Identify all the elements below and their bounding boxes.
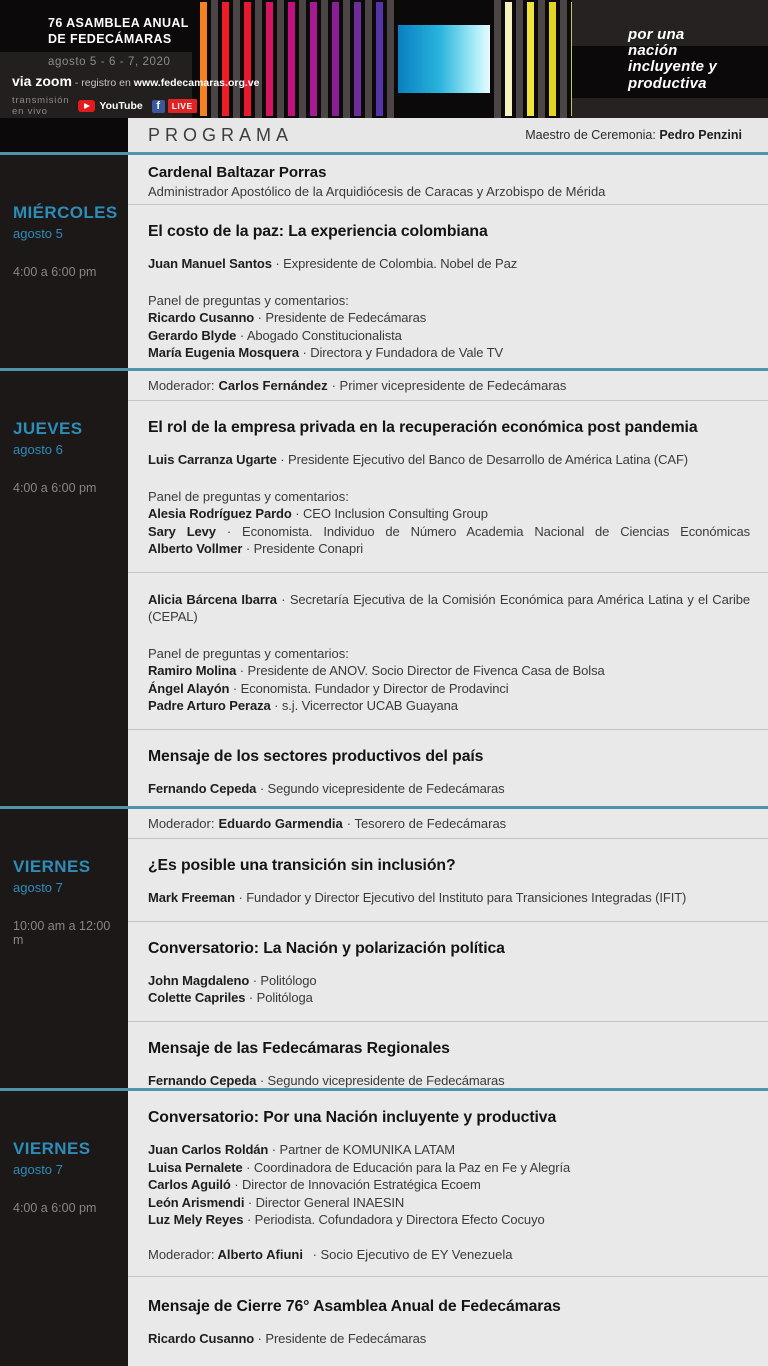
- speaker-name: Carlos Aguiló: [148, 1177, 231, 1192]
- session-block: [128, 401, 768, 572]
- mc-label: Maestro de Ceremonia:: [525, 128, 656, 142]
- color-bar: [321, 0, 328, 118]
- color-bar: [277, 0, 284, 118]
- speaker-name: Cardenal Baltazar Porras: [148, 164, 327, 181]
- color-bar: [299, 0, 306, 118]
- moderator-name: Eduardo Garmendia: [218, 816, 343, 831]
- speaker-role: · Segundo vicepresidente de Fedecámaras: [259, 780, 505, 796]
- moderator-row: [128, 809, 768, 839]
- event-tagline: [628, 27, 717, 92]
- session-title: ¿Es posible una transición sin inclusión?: [148, 857, 456, 874]
- master-of-ceremony: [525, 128, 742, 142]
- color-bar: [211, 0, 218, 118]
- color-bar: [233, 0, 240, 118]
- color-bar: [494, 0, 501, 118]
- speaker-role: Administrador Apostólico de la Arquidiócesis de Caracas y Arzobispo de Mérida: [148, 184, 606, 199]
- sidebar-viernes-am: [0, 809, 128, 1088]
- day-date: agosto 7: [13, 880, 63, 895]
- speaker-role: · Segundo vicepresidente de Fedecámaras: [259, 1072, 505, 1088]
- day-name: JUEVES: [13, 419, 83, 438]
- panelist-line: [148, 327, 750, 345]
- panelist-line: [148, 540, 750, 558]
- program-band: [128, 118, 768, 152]
- section-jueves: [0, 368, 768, 806]
- transmission-label: transmisión en vivo: [12, 95, 70, 117]
- day-name: VIERNES: [13, 1139, 91, 1158]
- speaker-line: [148, 1176, 750, 1194]
- tagline-line3: incluyente y: [628, 58, 718, 76]
- sidebar-viernes-pm: [0, 1091, 128, 1366]
- speaker-role: · Director de Innovación Estratégica Ecoem: [234, 1177, 481, 1192]
- day-name: MIÉRCOLES: [13, 203, 118, 222]
- speaker-line: [148, 255, 750, 273]
- color-bar: [376, 2, 383, 115]
- session-block: [128, 730, 768, 807]
- moderator-role: · Socio Ejecutivo de EY Venezuela: [312, 1246, 513, 1262]
- session-block: [128, 573, 768, 729]
- color-bar: [222, 2, 229, 115]
- speaker-role: · Presidente de Fedecámaras: [257, 310, 427, 325]
- speaker-role: · s.j. Vicerrector UCAB Guayana: [274, 698, 458, 713]
- session-title: Mensaje de Cierre 76° Asamblea Anual de Fedecámaras: [148, 1297, 561, 1315]
- speaker-role: · Presidente de ANOV. Socio Director de Fivenca Casa de Bolsa: [239, 663, 605, 678]
- youtube-label: YouTube: [99, 100, 143, 112]
- day-date: agosto 7: [13, 1162, 63, 1177]
- speaker-line: [148, 780, 750, 798]
- registro-label: - registro en: [74, 77, 131, 89]
- panelist-line: [148, 697, 750, 715]
- speaker-role: · CEO Inclusion Consulting Group: [295, 506, 488, 521]
- speaker-role: · Abogado Constitucionalista: [239, 327, 402, 343]
- speaker-name: Alesia Rodríguez Pardo: [148, 506, 292, 521]
- color-bar: [505, 2, 512, 115]
- session-block: [128, 839, 768, 921]
- speaker-name: Juan Manuel Santos: [148, 256, 272, 271]
- speaker-name: Luisa Pernalete: [148, 1159, 243, 1175]
- speaker-line: [148, 1159, 750, 1177]
- session-title: El costo de la paz: La experiencia colombiana: [148, 223, 488, 240]
- speaker-line: [148, 1141, 750, 1159]
- speaker-line: [148, 989, 750, 1007]
- moderator-label: Moderador:: [148, 816, 215, 831]
- day-time: 4:00 a 6:00 pm: [13, 1201, 97, 1215]
- mc-name: Pedro Penzini: [659, 128, 742, 142]
- day-name: VIERNES: [13, 857, 91, 876]
- speaker-line: [148, 591, 750, 626]
- speaker-name: Padre Arturo Peraza: [148, 698, 271, 713]
- day-date: agosto 5: [13, 226, 63, 241]
- via-zoom-label: via zoom: [12, 73, 72, 89]
- tagline-line2: nación: [628, 42, 678, 60]
- color-bar: [387, 0, 394, 118]
- panel-label: Panel de preguntas y comentarios:: [148, 488, 349, 504]
- speaker-role: · Partner de KOMUNIKA LATAM: [271, 1142, 456, 1157]
- panelist-line: [148, 344, 750, 362]
- session-block: [128, 922, 768, 1021]
- speaker-name: Colette Capriles: [148, 990, 246, 1005]
- program-title: PROGRAMA: [148, 124, 294, 145]
- moderator-name: Alberto Afiuni: [217, 1246, 303, 1262]
- session-title: Mensaje de las Fedecámaras Regionales: [148, 1039, 450, 1057]
- moderator-label: Moderador:: [148, 378, 215, 393]
- sidebar-miercoles: [0, 155, 128, 368]
- speaker-name: Alberto Vollmer: [148, 541, 243, 556]
- speaker-name: John Magdaleno: [148, 972, 250, 988]
- facebook-live-badge[interactable]: [152, 99, 197, 113]
- speaker-name: Gerardo Blyde: [148, 327, 237, 343]
- speaker-name: Ángel Alayón: [148, 680, 230, 696]
- color-bar: [527, 2, 534, 115]
- section-miercoles: [0, 152, 768, 368]
- section-content: [128, 1091, 768, 1366]
- color-bar: [538, 0, 545, 118]
- day-time: 4:00 a 6:00 pm: [13, 265, 97, 279]
- speaker-line: [148, 889, 750, 907]
- transmission-row: [12, 95, 192, 117]
- session-title: Mensaje de los sectores productivos del país: [148, 747, 484, 765]
- speaker-line: [148, 1072, 750, 1089]
- assembly-title-line2: DE FEDECÁMARAS: [48, 32, 172, 47]
- speaker-name: Luis Carranza Ugarte: [148, 452, 277, 467]
- moderator-role: · Tesorero de Fedecámaras: [346, 816, 507, 831]
- panelist-line: [148, 505, 750, 523]
- moderator-line: [148, 1247, 750, 1262]
- session-title: El rol de la empresa privada en la recuperación económica post pandemia: [148, 419, 698, 436]
- program-band-row: [0, 118, 768, 152]
- session-block: [128, 205, 768, 368]
- speaker-role: · Fundador y Director Ejecutivo del Instituto para Transiciones Integradas (IFIT): [238, 890, 687, 905]
- color-bar: [343, 0, 350, 118]
- speaker-role: · Expresidente de Colombia. Nobel de Paz: [275, 256, 518, 271]
- speaker-name: Alicia Bárcena Ibarra: [148, 591, 277, 607]
- color-bar: [244, 2, 251, 115]
- moderator-name: Carlos Fernández: [218, 378, 328, 393]
- speaker-role: · Coordinadora de Educación para la Paz en Fe y Alegría: [246, 1159, 571, 1175]
- speaker-line: [148, 1211, 750, 1229]
- header-brand-area: [0, 0, 260, 118]
- color-bar: [200, 2, 207, 115]
- speaker-name: Ricardo Cusanno: [148, 310, 255, 325]
- speaker-role: · Presidente Ejecutivo del Banco de Desarrollo de América Latina (CAF): [280, 452, 689, 467]
- sidebar-jueves: [0, 371, 128, 806]
- color-bar: [354, 2, 361, 115]
- speaker-name: Mark Freeman: [148, 890, 235, 905]
- speaker-name: Juan Carlos Roldán: [148, 1142, 269, 1157]
- panelist-line: [148, 680, 750, 698]
- registration-line: [12, 73, 260, 89]
- speaker-name: María Eugenia Mosquera: [148, 345, 299, 360]
- day-date: agosto 6: [13, 442, 63, 457]
- color-bar: [255, 0, 262, 118]
- speaker-role: · Director General INAESIN: [247, 1194, 405, 1210]
- assembly-title-line1: 76 ASAMBLEA ANUAL: [48, 16, 189, 30]
- decorative-color-bars: [192, 0, 572, 118]
- panelist-line: [148, 662, 750, 680]
- speaker-role: · Politólogo: [252, 972, 317, 988]
- speaker-name: Fernando Cepeda: [148, 780, 257, 796]
- youtube-badge[interactable]: [78, 100, 142, 112]
- color-bar: [332, 2, 339, 115]
- section-content: [128, 809, 768, 1088]
- speaker-line: [148, 1330, 750, 1348]
- moderator-row: [128, 371, 768, 401]
- opening-block: [128, 155, 768, 204]
- speaker-line: [148, 972, 750, 990]
- moderator-label: Moderador:: [148, 1246, 215, 1262]
- speaker-name: Ricardo Cusanno: [148, 1330, 255, 1346]
- speaker-role: · Economista. Fundador y Director de Prodavinci: [232, 680, 509, 696]
- program-band-left-spacer: [0, 118, 128, 152]
- section-viernes-tarde: [0, 1088, 768, 1366]
- session-title: Conversatorio: Por una Nación incluyente y productiva: [148, 1109, 557, 1126]
- moderator-role: · Primer vicepresidente de Fedecámaras: [331, 378, 567, 393]
- speaker-role: · Economista. Individuo de Número Academia Nacional de Ciencias Económicas: [226, 523, 750, 539]
- color-bar: [310, 2, 317, 115]
- header-tagline-area: [572, 0, 768, 118]
- speaker-line: [148, 451, 750, 469]
- speaker-role: · Secretaría Ejecutiva de la Comisión Económica para América Latina y el Caribe (CEPAL): [148, 591, 751, 624]
- panel-label: Panel de preguntas y comentarios:: [148, 645, 349, 661]
- youtube-play-icon: [78, 100, 95, 112]
- panelist-line: [148, 523, 750, 541]
- assembly-title: [0, 0, 192, 48]
- poster-header: [0, 0, 768, 118]
- speaker-name: Fernando Cepeda: [148, 1072, 257, 1088]
- color-bar: [266, 2, 273, 115]
- tagline-line1: por una: [628, 26, 685, 43]
- color-bar: [288, 2, 295, 115]
- panel-label: Panel de preguntas y comentarios:: [148, 292, 349, 308]
- color-bar: [398, 25, 490, 92]
- speaker-name: Ramiro Molina: [148, 663, 237, 678]
- day-time: 4:00 a 6:00 pm: [13, 481, 97, 495]
- session-block: [128, 1022, 768, 1089]
- color-bar: [560, 0, 567, 118]
- header-info-panel: [0, 52, 260, 118]
- speaker-line: [148, 1194, 750, 1212]
- speaker-role: · Periodista. Cofundadora y Directora Efecto Cocuyo: [246, 1212, 545, 1227]
- speaker-name: León Arismendi: [148, 1194, 245, 1210]
- session-block: [128, 1277, 768, 1362]
- session-title: Conversatorio: La Nación y polarización política: [148, 939, 505, 957]
- speaker-role: · Politóloga: [248, 990, 313, 1005]
- color-bar: [549, 2, 556, 115]
- day-time: 10:00 am a 12:00 m: [13, 919, 111, 947]
- speaker-role: · Presidente de Fedecámaras: [257, 1330, 427, 1346]
- speaker-role: · Directora y Fundadora de Vale TV: [302, 345, 504, 360]
- live-badge: LIVE: [168, 99, 197, 113]
- speaker-name: Sary Levy: [148, 523, 216, 539]
- event-dates: agosto 5 - 6 - 7, 2020: [48, 56, 171, 68]
- session-block: [128, 1091, 768, 1276]
- section-content: [128, 155, 768, 368]
- registration-url[interactable]: www.fedecamaras.org.ve: [133, 77, 260, 89]
- color-bar: [516, 0, 523, 118]
- speaker-name: Luz Mely Reyes: [148, 1212, 244, 1227]
- color-bar: [365, 0, 372, 118]
- panelist-line: [148, 309, 750, 327]
- section-content: [128, 371, 768, 806]
- facebook-icon: f: [152, 100, 165, 113]
- section-viernes-manana: [0, 806, 768, 1088]
- speaker-role: · Presidente Conapri: [245, 541, 364, 556]
- tagline-line4: productiva: [628, 74, 707, 92]
